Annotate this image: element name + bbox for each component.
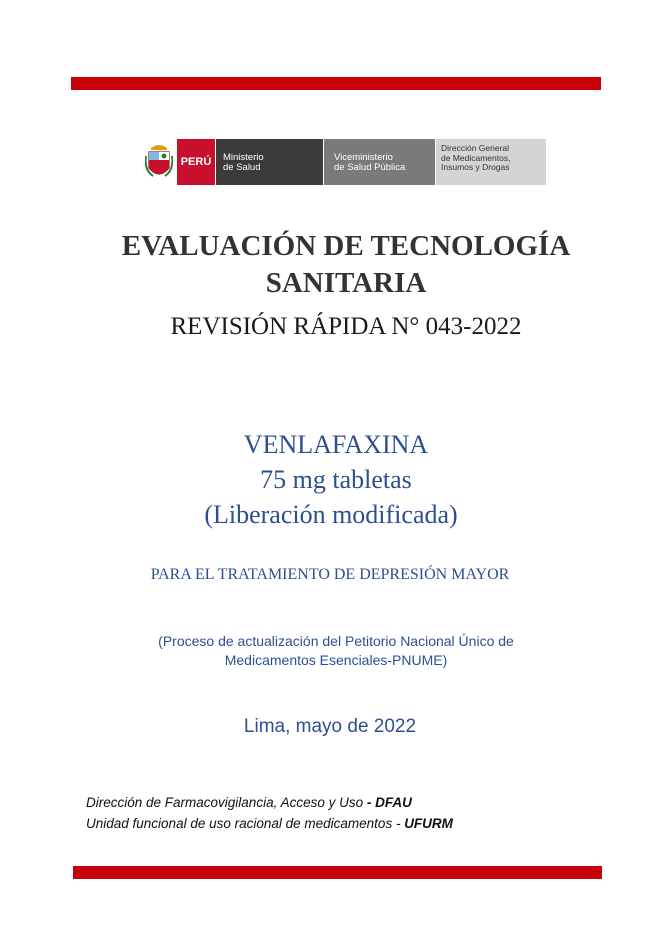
review-number: REVISIÓN RÁPIDA N° 043-2022 bbox=[170, 313, 522, 340]
coat-of-arms-icon bbox=[143, 139, 175, 185]
document-title bbox=[0, 228, 672, 302]
publication-date: Lima, mayo de 2022 bbox=[243, 716, 417, 737]
viceministry-label: Viceministerio de Salud Pública bbox=[324, 139, 435, 185]
process-note bbox=[0, 632, 672, 670]
title-line-2: SANITARIA bbox=[265, 267, 427, 299]
drug-block bbox=[0, 427, 672, 532]
drug-dose: 75 mg tabletas bbox=[260, 465, 412, 494]
government-logo-banner bbox=[143, 139, 546, 185]
treatment-purpose: PARA EL TRATAMIENTO DE DEPRESIÓN MAYOR bbox=[150, 566, 510, 583]
footer-line-2: Unidad funcional de uso racional de medicamentos - UFURM bbox=[86, 816, 453, 831]
drug-release: (Liberación modificada) bbox=[204, 500, 458, 529]
footer-line-1: Dirección de Farmacovigilancia, Acceso y Uso - DFAU bbox=[86, 795, 412, 810]
footer-credits bbox=[86, 792, 453, 834]
drug-name: VENLAFAXINA bbox=[243, 430, 429, 459]
peru-label: PERÚ bbox=[177, 139, 215, 185]
title-line-1: EVALUACIÓN DE TECNOLOGÍA bbox=[121, 230, 571, 262]
top-red-bar bbox=[71, 77, 601, 90]
ministry-label: Ministerio de Salud bbox=[216, 139, 323, 185]
process-line-1: (Proceso de actualización del Petitorio Nacional Único de bbox=[158, 633, 514, 649]
bottom-red-bar bbox=[73, 866, 602, 879]
process-line-2: Medicamentos Esenciales-PNUME) bbox=[224, 652, 448, 668]
directorate-label: Dirección General de Medicamentos, Insumos y Drogas bbox=[436, 139, 546, 185]
